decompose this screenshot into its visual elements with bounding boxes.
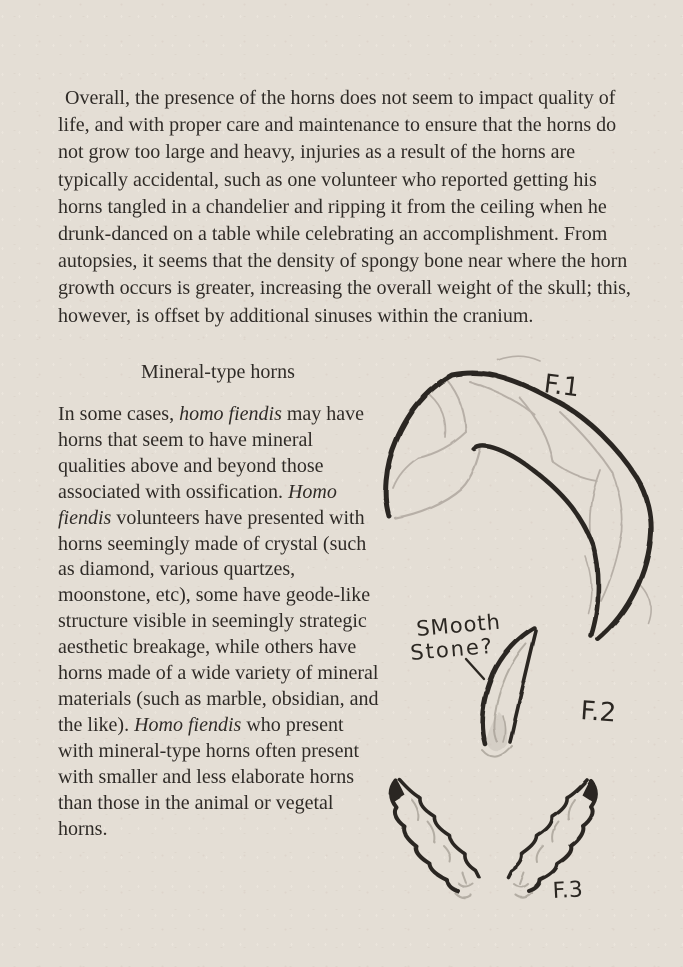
figure-f2-smooth-horn-sketch (482, 628, 536, 757)
species-name-italic: Homo fiendis (134, 713, 242, 736)
annotation-smooth-stone (409, 610, 501, 679)
f3-left-tip (391, 779, 405, 802)
species-name-italic: homo fiendis (179, 403, 282, 425)
figure-f1-label: F.1 (542, 369, 582, 404)
f3-left-horn (391, 779, 479, 898)
figure-f3-horn-pair-sketch (391, 779, 596, 898)
f3-right-horn (508, 779, 596, 898)
text-segment: who present with mineral-type horns often present with smaller and less elaborate horns than those in the animal or vegetal horns. (58, 713, 360, 840)
f2-pencil-lines (482, 644, 526, 757)
figure-f2-label: F.2 (579, 696, 618, 729)
text-segment: In some cases, (58, 403, 180, 425)
section-heading: Mineral-type horns (141, 361, 295, 383)
f3-right-tip (582, 779, 596, 802)
f1-inner-edge (474, 446, 598, 636)
f2-base-shading (486, 712, 507, 751)
f3-right-pencil (514, 800, 575, 898)
f3-left-pencil (412, 800, 473, 898)
f2-outline-left (482, 628, 534, 744)
species-name-italic: Homo fiendis (58, 480, 337, 529)
annotation-line-2: Stone? (409, 633, 495, 665)
body-column (58, 402, 384, 842)
f1-outline (386, 373, 651, 639)
annotation-leader-line (466, 659, 484, 679)
f1-pencil-facet-lines (393, 356, 651, 623)
figure-f1-crystal-horn-sketch (386, 356, 651, 639)
f2-outline-right (510, 631, 536, 742)
intro-paragraph: Overall, the presence of the horns does not seem to impact quality of life, and with proper care and maintenance to ensure that the horns do not grow too large and heavy, injuries as a result of the horns are typically accidental, such as one volunteer who reported getting his horns tangled in a chandelier and ripping it from the ceiling when he drunk-danced on a table while celebrating an accomplishment. From autopsies, it seems that the density of spongy bone near where the horn growth occurs is greater, increasing the overall weight of the skull; this, however, is offset by additional sinuses within the cranium. (58, 87, 631, 327)
figure-f3-label: F.3 (552, 877, 584, 904)
annotation-line-1: SMooth (415, 609, 502, 641)
text-segment: may have horns that seem to have mineral qualities above and beyond those associated with ossification. (58, 403, 365, 503)
text-segment: volunteers have presented with horns seemingly made of crystal (such as diamond, various quartzes, moonstone, etc), some have geode-like structure visible in seemingly strategic aesthetic breakage, while others have horns made of a wide variety of mineral materials (such as marble, obsidian, and the like). (58, 506, 379, 736)
